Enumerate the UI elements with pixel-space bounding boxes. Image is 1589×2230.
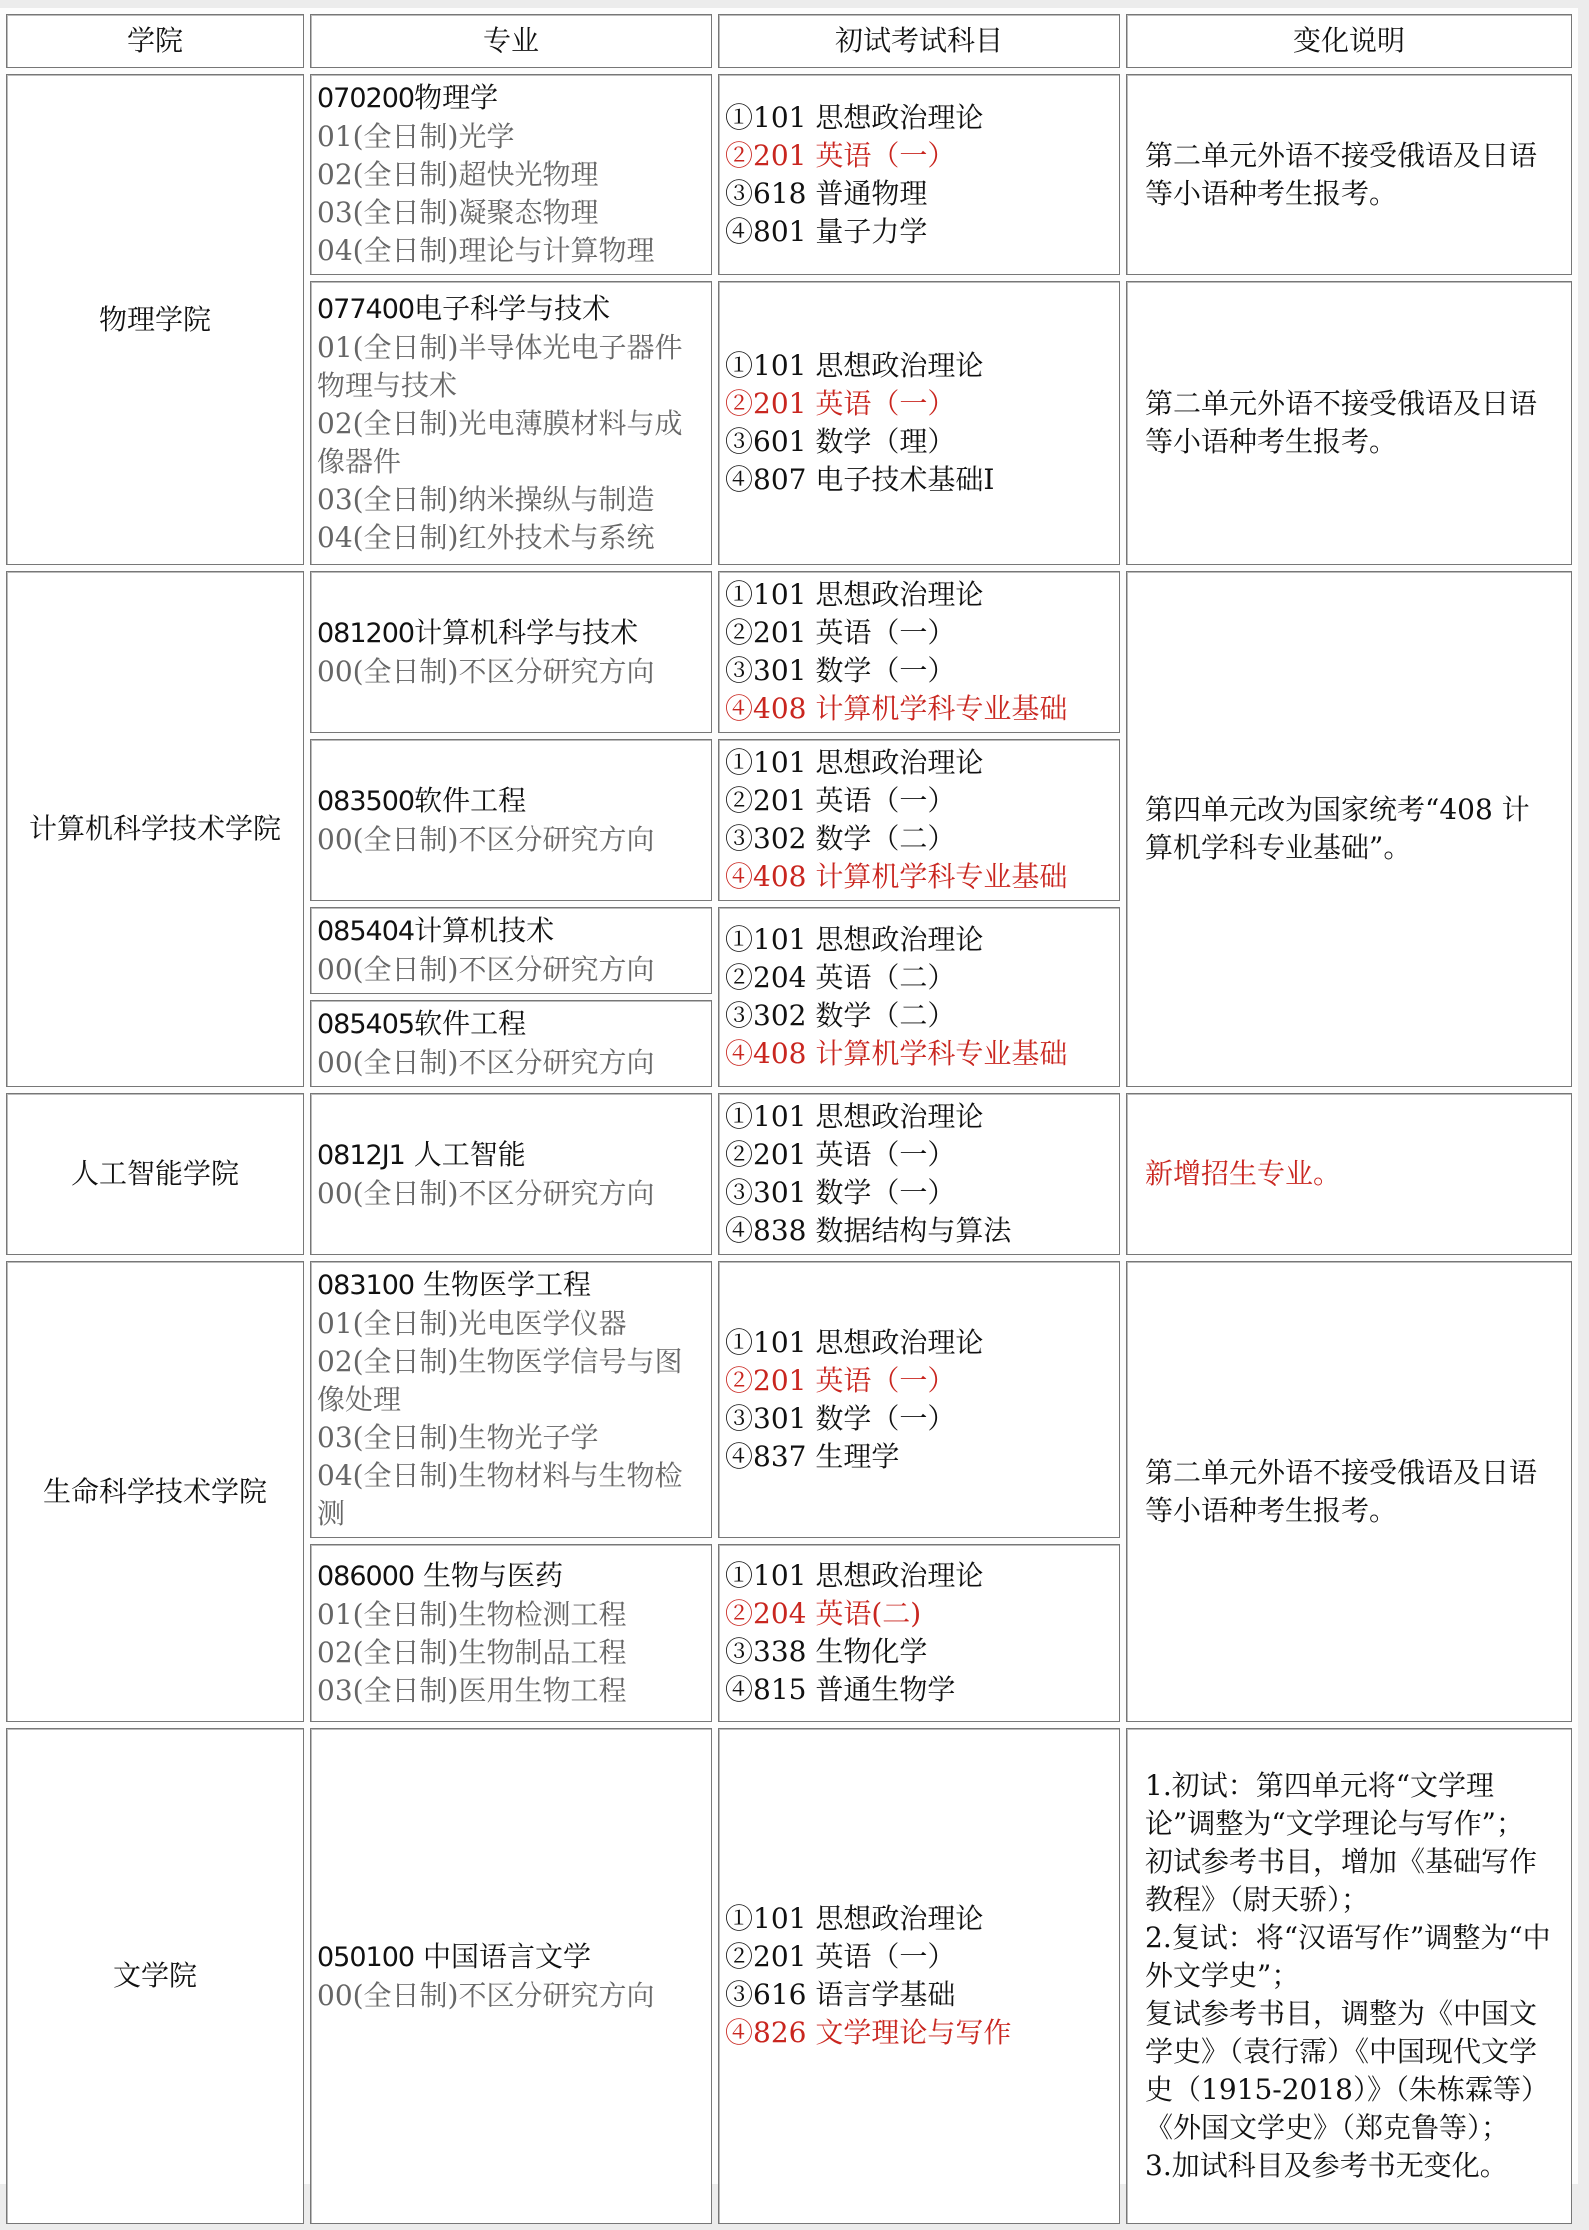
direction-item: 04(全日制)生物材料与生物检测 (317, 1459, 683, 1530)
note-line: 1.初试：第四单元将“文学理论”调整为“文学理论与写作”； (1145, 1769, 1524, 1840)
direction-item: 00(全日制)不区分研究方向 (317, 953, 655, 986)
direction-item: 02(全日制)光电薄膜材料与成像器件 (317, 406, 683, 478)
header-major: 专业 (310, 14, 712, 68)
major-title: 050100 中国语言文学 (317, 1939, 591, 1973)
subject-item-highlighted: ②201 英语（一） (725, 138, 956, 172)
subject-item: ②201 英语（一） (725, 616, 956, 649)
table-row (6, 1261, 1572, 1538)
subject-item: ①101 思想政治理论 (725, 349, 984, 382)
direction-item: 01(全日制)半导体光电子器件物理与技术 (317, 330, 683, 402)
subject-item: ③301 数学（一） (725, 1176, 956, 1209)
direction-item: 01(全日制)光学 (317, 120, 515, 153)
college-cs: 计算机科学技术学院 (6, 571, 304, 1087)
subjects-cell (718, 1728, 1120, 2224)
direction-item: 00(全日制)不区分研究方向 (317, 1176, 655, 1210)
direction-item: 00(全日制)不区分研究方向 (317, 822, 655, 856)
subject-item: ③301 数学（一） (725, 1401, 956, 1435)
major-cell (310, 1000, 712, 1087)
college-literature: 文学院 (6, 1728, 304, 2224)
direction-item: 00(全日制)不区分研究方向 (317, 1046, 655, 1079)
change-note (1126, 1728, 1572, 2224)
subject-item: ④838 数据结构与算法 (725, 1214, 1012, 1247)
major-cell (310, 1093, 712, 1255)
major-title: 085405软件工程 (317, 1007, 527, 1040)
major-cell (310, 1544, 712, 1722)
major-title: 077400电子科学与技术 (317, 291, 611, 325)
subject-item-highlighted: ②201 英语（一） (725, 1363, 956, 1397)
header-change-note: 变化说明 (1126, 14, 1572, 68)
direction-item: 00(全日制)不区分研究方向 (317, 654, 655, 688)
subject-item: ②201 英语（一） (725, 1940, 956, 1973)
admissions-table-sheet (0, 8, 1578, 2184)
subject-item: ①101 思想政治理论 (725, 1559, 984, 1592)
major-title: 083500软件工程 (317, 783, 527, 817)
major-cell (310, 739, 712, 901)
subject-item: ①101 思想政治理论 (725, 1902, 984, 1935)
subject-item: ③301 数学（一） (725, 654, 956, 687)
college-life-sciences: 生命科学技术学院 (6, 1261, 304, 1722)
major-cell (310, 907, 712, 994)
subject-item: ①101 思想政治理论 (725, 100, 984, 134)
change-note: 第二单元外语不接受俄语及日语等小语种考生报考。 (1126, 281, 1572, 565)
direction-item: 03(全日制)医用生物工程 (317, 1673, 627, 1707)
subjects-cell (718, 1261, 1120, 1538)
note-line: 3.加试科目及参考书无变化。 (1145, 2149, 1508, 2182)
note-line: 2.复试：将“汉语写作”调整为“中外文学史”； (1145, 1921, 1551, 1992)
change-note: 第二单元外语不接受俄语及日语等小语种考生报考。 (1126, 1261, 1572, 1722)
subject-item: ③616 语言学基础 (725, 1978, 956, 2011)
subject-item: ②204 英语（二） (725, 961, 956, 994)
direction-item: 04(全日制)理论与计算物理 (317, 234, 655, 267)
subjects-cell (718, 907, 1120, 1087)
subject-item: ③302 数学（二） (725, 999, 956, 1032)
direction-item: 03(全日制)生物光子学 (317, 1421, 599, 1454)
direction-item: 02(全日制)超快光物理 (317, 158, 599, 191)
major-title: 086000 生物与医药 (317, 1558, 563, 1592)
table-row (6, 1728, 1572, 2224)
major-title: 070200物理学 (317, 81, 499, 114)
subjects-cell (718, 739, 1120, 901)
subject-item: ②201 英语（一） (725, 784, 956, 817)
admissions-table (0, 8, 1578, 2230)
major-title: 083100 生物医学工程 (317, 1268, 591, 1301)
direction-item: 01(全日制)光电医学仪器 (317, 1307, 627, 1340)
change-note: 第二单元外语不接受俄语及日语等小语种考生报考。 (1126, 74, 1572, 275)
subject-item-highlighted: ②201 英语（一） (725, 387, 956, 420)
subject-item: ③601 数学（理） (725, 425, 956, 458)
table-row (6, 571, 1572, 733)
major-title: 0812J1 人工智能 (317, 1137, 526, 1171)
direction-item: 00(全日制)不区分研究方向 (317, 1978, 655, 2012)
college-physics: 物理学院 (6, 74, 304, 565)
note-line: 初试参考书目，增加《基础写作教程》（尉天骄）； (1145, 1845, 1538, 1916)
subjects-cell (718, 571, 1120, 733)
change-note: 第四单元改为国家统考“408 计算机学科专业基础”。 (1126, 571, 1572, 1087)
subject-item: ④807 电子技术基础Ⅰ (725, 463, 995, 496)
subject-item: ③338 生物化学 (725, 1635, 928, 1668)
college-ai: 人工智能学院 (6, 1093, 304, 1255)
subject-item-highlighted: ④408 计算机学科专业基础 (725, 692, 1068, 725)
subject-item: ②201 英语（一） (725, 1138, 956, 1171)
subject-item: ③618 普通物理 (725, 176, 928, 210)
note-line: 复试参考书目，调整为《中国文学史》（袁行霈）《中国现代文学史（1915-2018）》（朱栋霖等）《外国文学史》（郑克鲁等）； (1145, 1997, 1549, 2144)
major-cell (310, 571, 712, 733)
subject-item-highlighted: ④408 计算机学科专业基础 (725, 1037, 1068, 1070)
subjects-cell (718, 74, 1120, 275)
subjects-cell (718, 281, 1120, 565)
direction-item: 04(全日制)红外技术与系统 (317, 520, 655, 554)
major-cell (310, 1728, 712, 2224)
major-cell (310, 281, 712, 565)
subject-item: ③302 数学（二） (725, 822, 956, 855)
table-row (6, 74, 1572, 275)
header-college: 学院 (6, 14, 304, 68)
major-title: 085404计算机技术 (317, 914, 555, 947)
subject-item: ①101 思想政治理论 (725, 1325, 984, 1359)
table-row (6, 1093, 1572, 1255)
subject-item: ④837 生理学 (725, 1439, 900, 1473)
subject-item: ④815 普通生物学 (725, 1673, 956, 1706)
subject-item: ①101 思想政治理论 (725, 746, 984, 779)
change-note-highlighted: 新增招生专业。 (1126, 1093, 1572, 1255)
subjects-cell (718, 1093, 1120, 1255)
subject-item: ④801 量子力学 (725, 214, 928, 248)
subject-item: ①101 思想政治理论 (725, 578, 984, 611)
header-subjects: 初试考试科目 (718, 14, 1120, 68)
major-cell (310, 1261, 712, 1538)
header-row (6, 14, 1572, 68)
subject-item-highlighted: ④408 计算机学科专业基础 (725, 860, 1068, 893)
major-cell (310, 74, 712, 275)
direction-item: 02(全日制)生物制品工程 (317, 1635, 627, 1669)
direction-item: 02(全日制)生物医学信号与图像处理 (317, 1345, 683, 1416)
subjects-cell (718, 1544, 1120, 1722)
subject-item-highlighted: ②204 英语(二) (725, 1597, 922, 1630)
direction-item: 03(全日制)纳米操纵与制造 (317, 482, 655, 516)
major-title: 081200计算机科学与技术 (317, 615, 639, 649)
direction-item: 03(全日制)凝聚态物理 (317, 196, 599, 229)
direction-item: 01(全日制)生物检测工程 (317, 1597, 627, 1631)
subject-item: ①101 思想政治理论 (725, 923, 984, 956)
subject-item-highlighted: ④826 文学理论与写作 (725, 2016, 1012, 2049)
subject-item: ①101 思想政治理论 (725, 1100, 984, 1133)
